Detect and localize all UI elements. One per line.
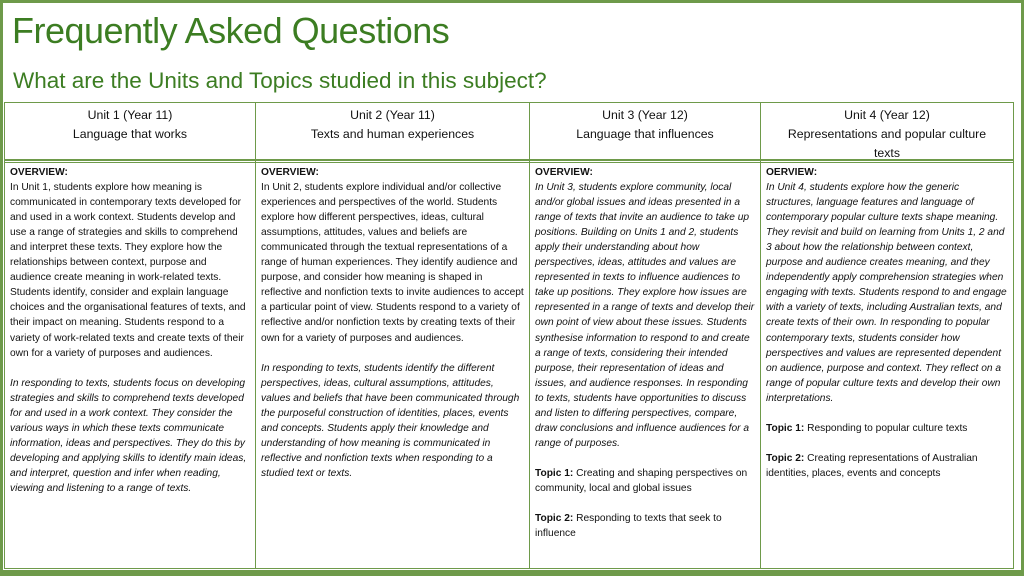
unit-3-title: Language that influences [576,127,714,141]
unit-3-topic-2-text: Responding to texts that seek to influence [535,512,722,540]
unit-3-body [530,163,761,569]
unit-4-topic-1-text: Responding to popular culture texts [804,422,968,434]
unit-1-overview-text: In Unit 1, students explore how meaning is communicated in contemporary texts developed for and used in a work context. Students develop and use a range of strategies and skills to comprehend and interpret these texts. They explore how the relationships between context, purpose and audience create meaning in work-related texts. Students identify, consider and explain language choices and the organisational features of texts, and their impact on meaning. Students respond to a variety of work-related texts and create texts of their own for a variety of purposes and audiences. [10,182,246,359]
unit-1-header [5,103,256,161]
page-subtitle: What are the Units and Topics studied in this subject? [13,68,547,93]
unit-2-title: Texts and human experiences [310,127,475,141]
unit-2-responding-text: In responding to texts, students identify the different perspectives, ideas, cultural assumptions, attitudes, values and beliefs that have been communicated through the purposeful construction of identities, places, events and concepts. Students apply their knowledge and understanding of how meaning is communicated in reflective and nonfiction texts when responding to a studied text or texts. [261,362,520,479]
unit-1-overview-label: OVERVIEW: [10,167,68,178]
unit-2-year: Unit 2 (Year 11) [350,108,435,122]
unit-4-overview-label: OERVIEW: [766,167,818,178]
unit-4-title-cont: texts [874,146,900,160]
units-table [4,102,1014,569]
unit-3-topic-1-text: Creating and shaping perspectives on community, local and global issues [535,467,748,494]
unit-3-header [530,103,761,161]
unit-1-title: Language that works [72,127,188,141]
unit-4-year: Unit 4 (Year 12) [844,108,930,122]
unit-4-body [761,163,1014,569]
unit-3-year: Unit 3 (Year 12) [602,108,688,122]
unit-4-topic-1-label: Topic 1: [766,422,805,434]
unit-1-year: Unit 1 (Year 11) [87,108,173,122]
page-title: Frequently Asked Questions [12,10,450,51]
unit-4-overview-text: In Unit 4, students explore how the generic structures, language features and language of contemporary popular culture texts shape meaning. They revisit and build on learning from Units 1, 2 and 3 about how the relationship between context, purpose and audience creates meaning, and they independently apply comprehension strategies when engaging with texts. Students respond to and engage with a variety of texts, including Australian texts, and create texts of their own. In responding to popular contemporary texts, students consider how perspectives and values are represented dependent on audience, purpose and context. They reflect on a range of popular culture texts and develop their own interpretations. [766,182,1007,404]
unit-2-body [256,163,530,569]
unit-3-topic-2-label: Topic 2: [535,512,574,524]
unit-1-responding-text: In responding to texts, students focus on developing strategies and skills to comprehend texts developed for and used in a work context. They consider the various ways in which these texts communicate information, ideas and perspectives. They do this by developing and applying skills to identify main ideas, and interpret, question and infer when reading, viewing and listening to a range of texts. [10,377,247,494]
unit-3-topic-2 [535,511,755,541]
unit-4-topic-2-text: Creating representations of Australian identities, places, events and concepts [766,452,978,479]
header-row [5,103,1014,161]
unit-2-header [256,103,530,161]
unit-3-overview-text: In Unit 3, students explore community, local and/or global issues and ideas presented in a range of texts that invite an audience to take up positions. Building on Units 1 and 2, students apply their understanding about how perspectives, ideas, attitudes and values are represented in texts to influence audiences to take up positions. They explore how issues are represented in a range of texts and develop their own point of view about these issues. Students synthesise information to respond to and create a range of texts, considering their intended purpose, their representation of ideas and issues, and audience responses. In responding to texts, students have opportunities to discuss and listen to differing perspectives, compare, draw conclusions and influence audiences for a range of purposes. [535,182,755,449]
body-row [5,163,1014,569]
unit-2-overview-label: OVERVIEW: [261,167,319,178]
unit-3-overview-label: OVERVIEW: [535,167,593,178]
unit-4-header [761,103,1014,161]
unit-2-overview-text: In Unit 2, students explore individual and/or collective experiences and perspectives of the world. Students explore how different perspectives, ideas, cultural assumptions, attitudes, values and beliefs are communicated through the textual representations of a range of human experiences. They identify audience and purpose, and consider how meaning is shaped in reflective and nonfiction texts to invite audiences to accept a particular point of view. Students respond to a variety of reflective and/or nonfiction texts by creating texts of their own for a variety of purposes and audiences. [261,182,524,344]
unit-3-topic-1 [535,466,755,496]
unit-4-topic-2-label: Topic 2: [766,452,805,464]
unit-3-topic-1-label: Topic 1: [535,467,574,479]
unit-1-body [5,163,256,569]
unit-4-title: Representations and popular culture [787,127,987,141]
unit-4-topic-2 [766,451,1008,481]
unit-4-topic-1 [766,421,1008,436]
